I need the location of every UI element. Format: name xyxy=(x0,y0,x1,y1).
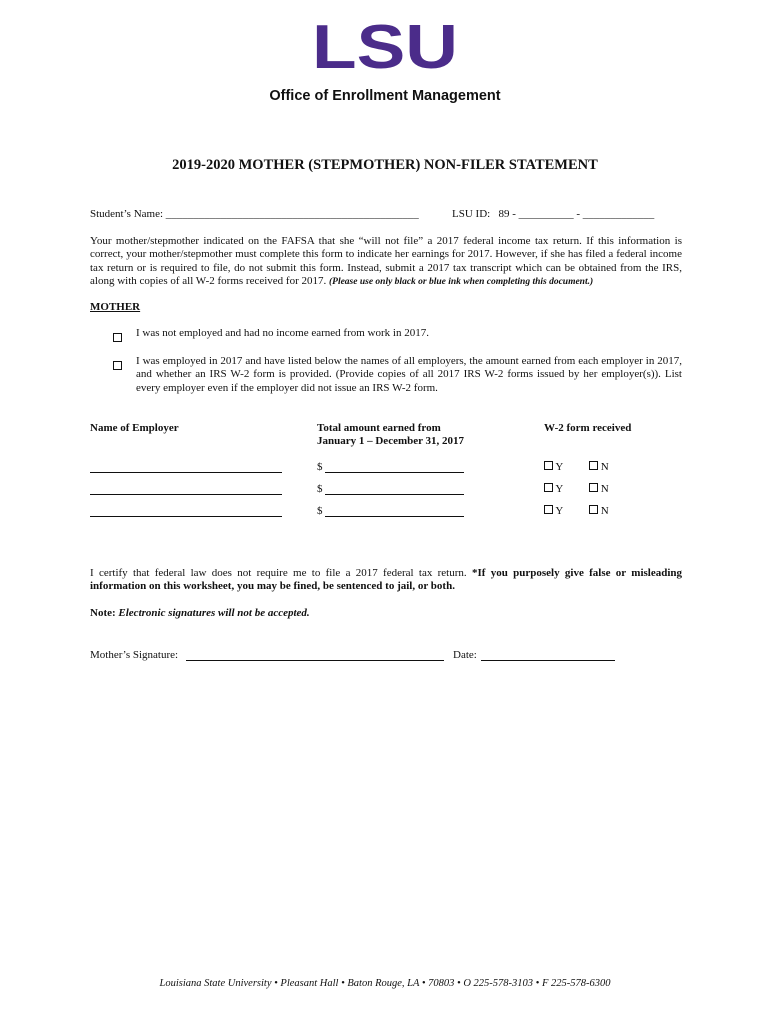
option2-text: I was employed in 2017 and have listed below the names of all employers, the amount earned from each employer in 2017, and whether an IRS W-2 form is provided. (Provide copies of all 2017 IRS W-2 forms issued by her employer(s)). List every employer even if the employer did not issue an IRS W-2 form. xyxy=(136,355,682,394)
dollar-sign-3: $ xyxy=(317,505,323,517)
col-amount-line2: January 1 – December 31, 2017 xyxy=(317,435,465,448)
note-line xyxy=(90,607,310,619)
w2-yes-2[interactable]: Y xyxy=(544,483,563,495)
date-label: Date: xyxy=(453,649,477,661)
mother-heading: MOTHER xyxy=(90,301,141,313)
option2-checkbox[interactable] xyxy=(113,357,122,375)
col-employer-header: Name of Employer xyxy=(90,422,179,434)
amount-input-1[interactable] xyxy=(325,472,464,473)
form-title: 2019-2020 MOTHER (STEPMOTHER) NON-FILER STATEMENT xyxy=(172,157,598,173)
option1-text: I was not employed and had no income earned from work in 2017. xyxy=(136,327,429,339)
note-text: Electronic signatures will not be accepted. xyxy=(118,607,310,619)
lsu-logo xyxy=(310,20,460,72)
certify-text: I certify that federal law does not require me to file a 2017 federal tax return. xyxy=(90,567,467,579)
w2-yes-1[interactable]: Y xyxy=(544,461,563,473)
intro-text: Your mother/stepmother indicated on the FAFSA that she “will not file” a 2017 federal income tax return. If this information is correct, your mother/stepmother must complete this form to indicate her earnings for 2017. However, if she has filed a federal income tax return or is required to file, do not submit this form. Instead, submit a 2017 tax transcript which can be obtained from the IRS, along with copies of all W-2 forms received for 2017. xyxy=(90,235,682,287)
amount-input-2[interactable] xyxy=(325,494,464,495)
col-amount-line1: Total amount earned from xyxy=(317,422,441,434)
dollar-sign-2: $ xyxy=(317,483,323,495)
lsu-id-field[interactable]: LSU ID: 89 - __________ - _____________ xyxy=(452,208,655,220)
lsu-logo-text: LSU xyxy=(312,20,458,72)
employer-input-1[interactable] xyxy=(90,472,282,473)
office-name: Office of Enrollment Management xyxy=(269,88,501,104)
w2-yes-3[interactable]: Y xyxy=(544,505,563,517)
employer-input-3[interactable] xyxy=(90,516,282,517)
student-name-field[interactable]: Student’s Name: ______________________________________________ xyxy=(90,208,419,220)
option1-checkbox[interactable] xyxy=(113,329,122,347)
w2-no-1[interactable]: N xyxy=(589,461,609,473)
ink-note: (Please use only black or blue ink when completing this document.) xyxy=(328,276,594,287)
employer-input-2[interactable] xyxy=(90,494,282,495)
footer-address: Louisiana State University • Pleasant Hall • Baton Rouge, LA • 70803 • O 225-578-3103 • F 225-578-6300 xyxy=(159,978,611,989)
intro-paragraph xyxy=(90,235,682,289)
certify-warning: *If you purposely give false or misleading information on this worksheet, you may be fined, be sentenced to jail, or both. xyxy=(90,567,683,593)
certification-paragraph xyxy=(90,567,682,594)
col-amount-header xyxy=(317,422,464,449)
w2-no-2[interactable]: N xyxy=(589,483,609,495)
note-label: Note: xyxy=(90,607,116,619)
signature-label: Mother’s Signature: xyxy=(90,649,179,661)
w2-no-3[interactable]: N xyxy=(589,505,609,517)
amount-input-3[interactable] xyxy=(325,516,464,517)
dollar-sign-1: $ xyxy=(317,461,323,473)
date-input[interactable] xyxy=(481,660,615,661)
col-w2-header: W-2 form received xyxy=(544,422,632,434)
signature-input[interactable] xyxy=(186,660,444,661)
